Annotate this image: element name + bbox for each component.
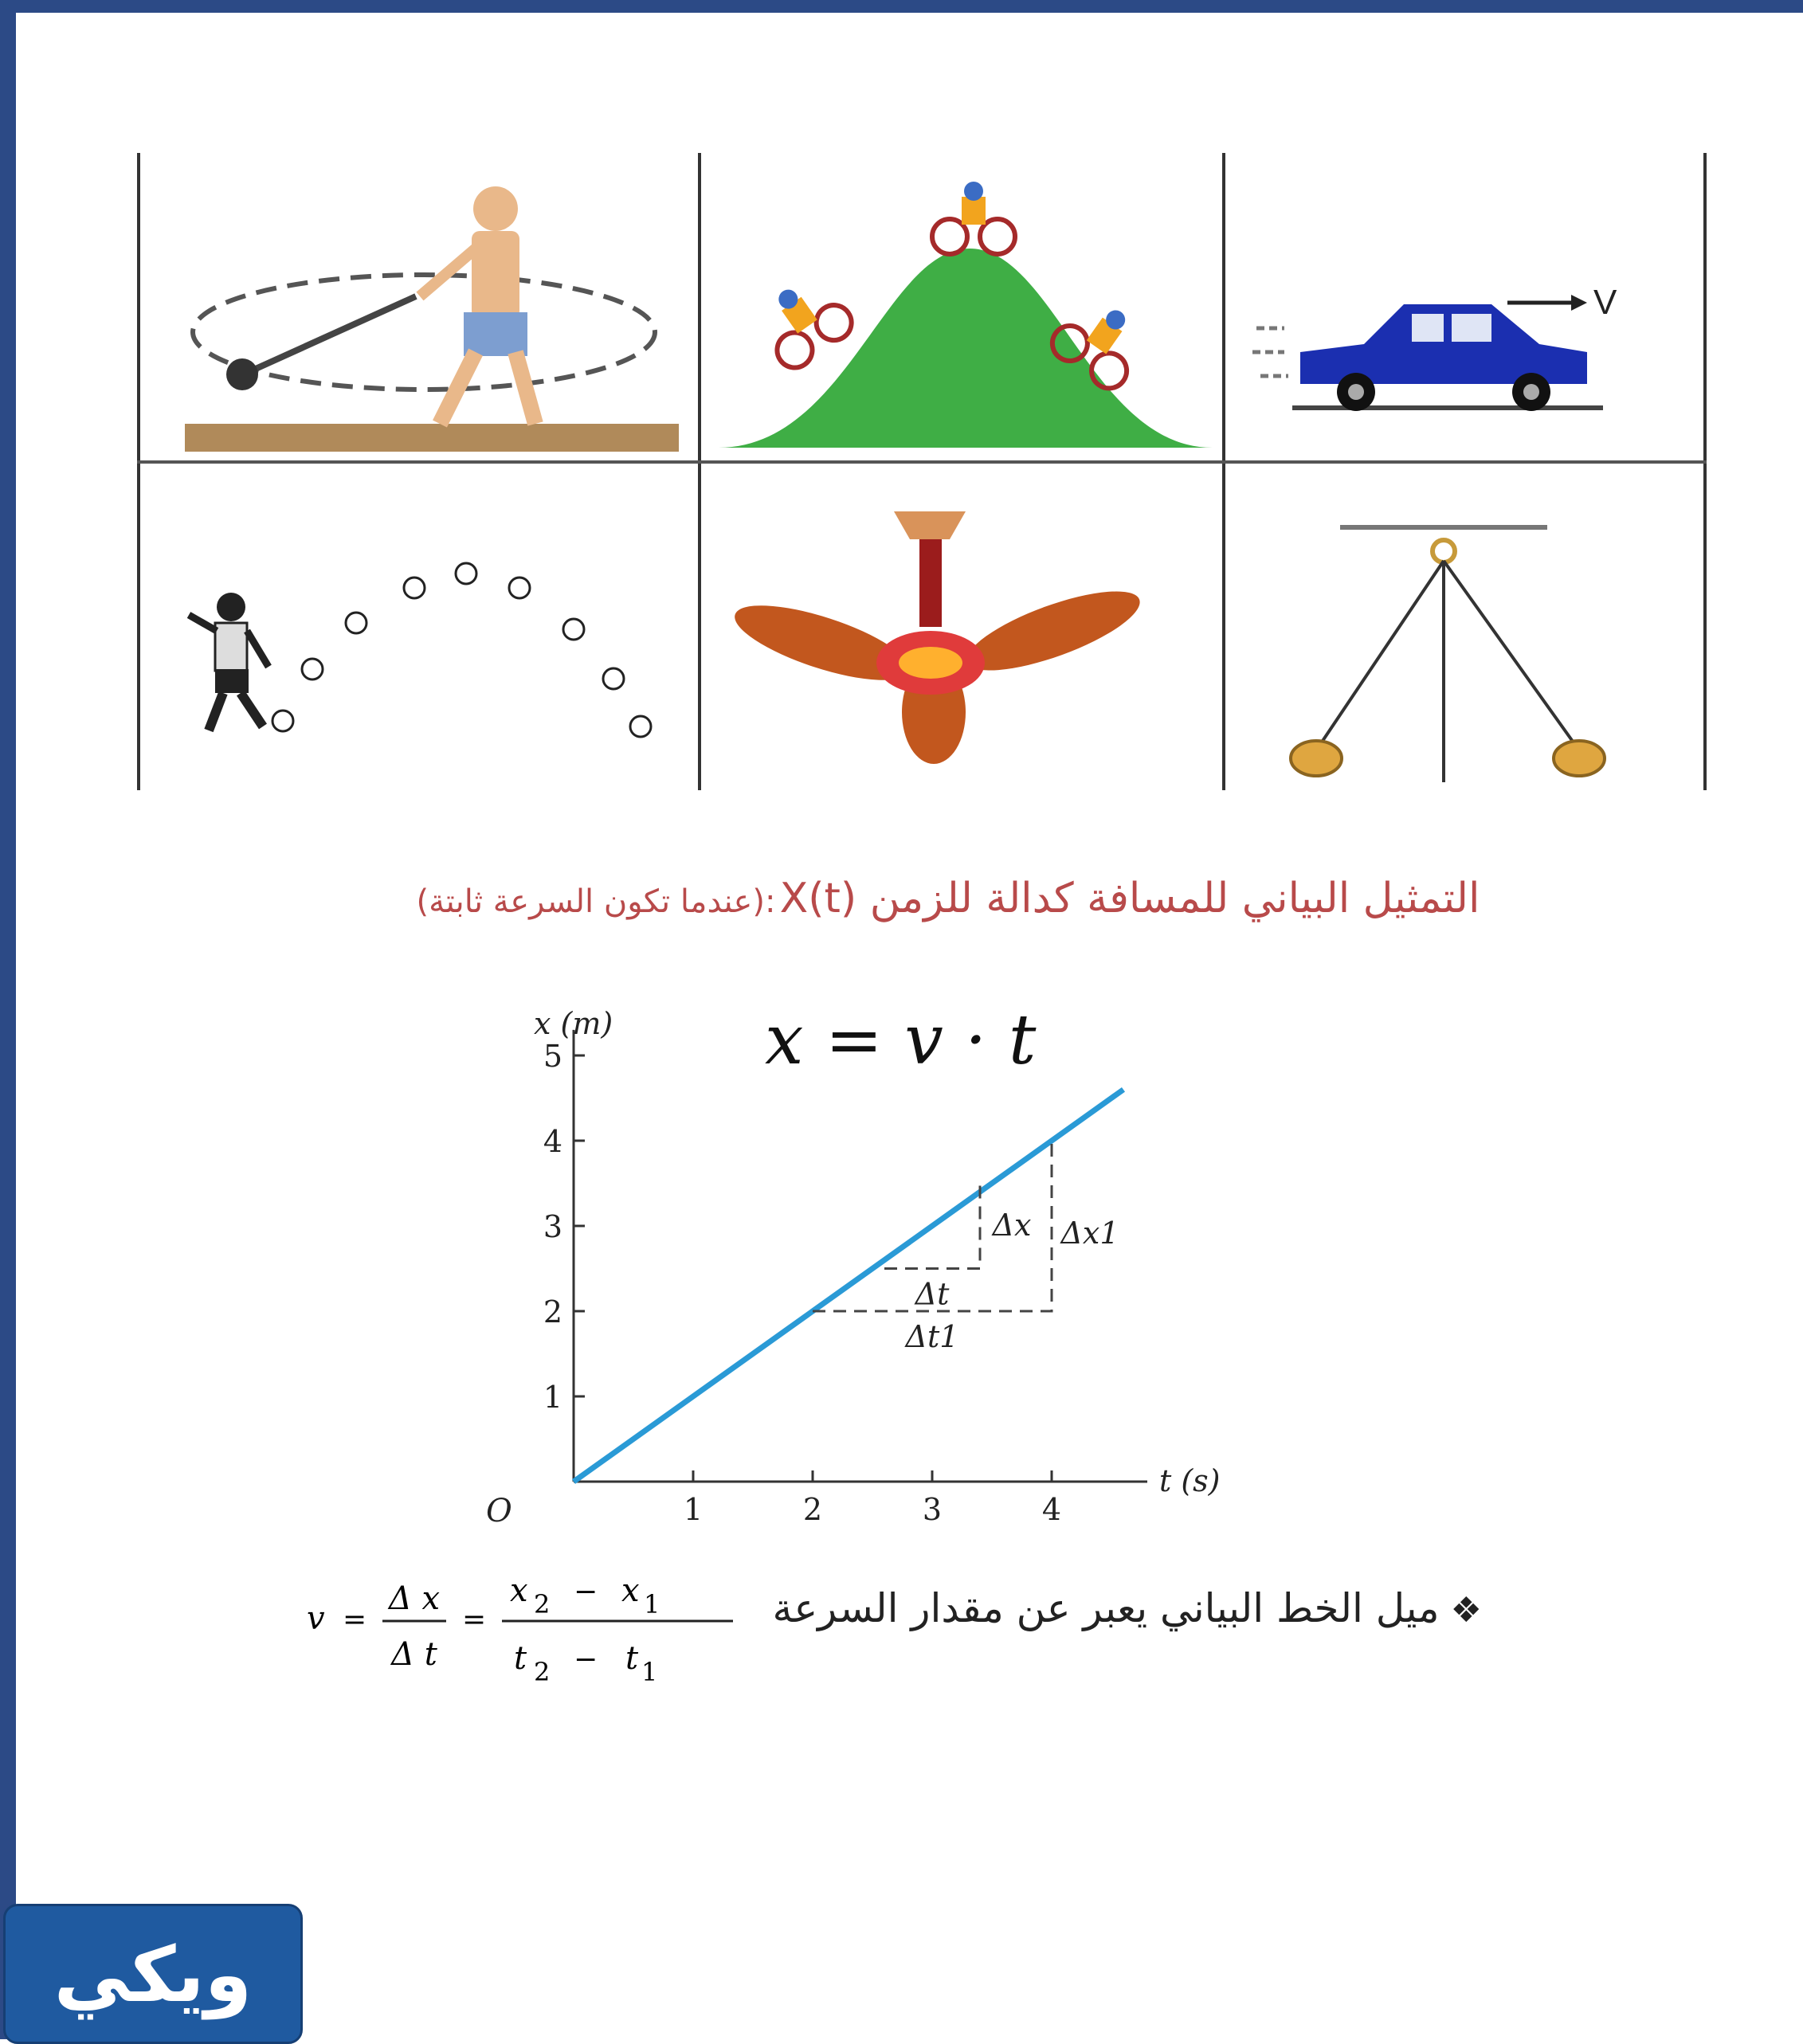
formula-x2: x [510,1572,528,1609]
y-tick-label: 4 [543,1124,562,1159]
formula-dx: Δ x [388,1580,441,1617]
diamond-bullet-icon: ❖ [1450,1590,1482,1631]
position-time-chart [486,976,1243,1541]
wiki-logo [3,1904,303,2044]
velocity-label: V [1593,283,1617,322]
delta-t-label: Δt [915,1276,950,1312]
formula-t2: t [514,1640,527,1677]
y-tick-label: 1 [543,1380,562,1415]
pendulum-illustration [1252,511,1683,782]
x-tick-label: 2 [802,1492,823,1527]
section-heading [382,875,1514,938]
x-tick-label: 1 [683,1492,704,1527]
x-tick-label: 3 [922,1492,943,1527]
y-tick-label: 3 [543,1209,562,1244]
slope-note [303,1553,1482,1697]
left-border [0,0,16,2039]
cyclist-hill-illustration [703,161,1221,456]
delta-x1-label: Δx1 [1060,1216,1119,1251]
formula-t2-sub: 2 [534,1657,551,1687]
slope-text [773,1585,1482,1631]
y-axis-label: x (m) [534,1005,613,1041]
position-line [574,1090,1123,1482]
heading-sub: :(عندما تكون السرعة ثابتة) [416,883,776,920]
chart-equation: x = v · t [765,1000,1037,1080]
formula-x2-sub: 2 [534,1589,551,1619]
projectile-ball-illustration [177,527,687,782]
ceiling-fan-illustration [735,503,1181,758]
grid-divider [1222,153,1225,790]
formula-t1-sub: 1 [641,1657,658,1687]
logo-text: ويكي [53,1930,253,2019]
x-axis-label: t (s) [1159,1463,1221,1498]
grid-divider [1703,153,1707,790]
hammer-throw-illustration [177,185,687,456]
formula-x1: x [621,1572,640,1609]
y-tick-label: 5 [543,1039,562,1074]
car-illustration [1252,280,1699,440]
formula-t1: t [625,1640,639,1677]
formula-equals-2: = [462,1603,487,1636]
grid-divider [137,460,1707,464]
delta-x-label: Δx [992,1208,1032,1243]
slope-description: ميل الخط البياني يعبر عن مقدار السرعة [772,1585,1440,1631]
velocity-formula [303,1553,749,1697]
formula-equals: = [343,1603,367,1636]
delta-t1-label: Δt1 [905,1319,959,1354]
grid-divider [137,153,140,790]
top-border [0,0,1803,13]
formula-dt: Δ t [391,1636,437,1673]
chart-svg [486,976,1243,1541]
heading-main: التمثيل البياني للمسافة كدالة للزمن X(t) [779,875,1480,922]
y-tick-label: 2 [543,1294,562,1329]
origin-label: O [486,1493,512,1529]
formula-v: v [307,1600,325,1637]
illustration-grid [137,153,1707,790]
formula-x1-sub: 1 [644,1589,660,1619]
x-tick-label: 4 [1041,1492,1062,1527]
formula-minus-2: − [574,1643,598,1676]
formula-minus: − [574,1576,598,1608]
grid-divider [698,153,701,790]
